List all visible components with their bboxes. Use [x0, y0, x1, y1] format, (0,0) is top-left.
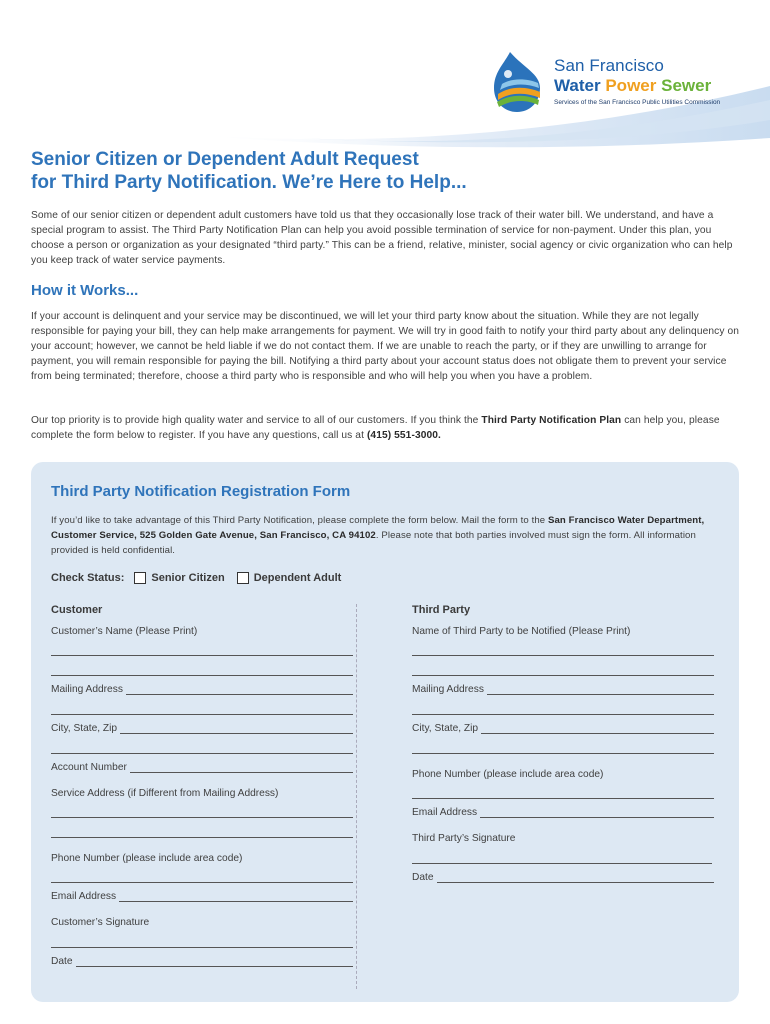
title-line-1: Senior Citizen or Dependent Adult Request	[31, 149, 419, 170]
third-party-mailing-line-2[interactable]	[412, 714, 714, 715]
senior-citizen-label: Senior Citizen	[151, 572, 225, 584]
logo-name: San Francisco	[554, 56, 664, 75]
customer-phone-label: Phone Number (please include area code)	[51, 853, 245, 864]
how-it-works-paragraph: If your account is delinquent and your service may be discontinued, we will let your third party know about the situation. While they are not legally responsible for paying your bill, they can help make arrangements for payment. We will try in good faith to notify your third party about any delinquency on your account; however, we cannot be held liable if we do not contact them. If we are unable to reach the party, or if they are unwilling to arrange for payment, you will remain responsible for paying the bill. Notifying a third party about your account status does not obligate them to prevent your service from being terminated; therefore, choose a third party who is responsible and who will help you when you have a problem.	[31, 311, 739, 382]
dependent-adult-label: Dependent Adult	[253, 572, 342, 584]
third-party-phone-label: Phone Number (please include area code)	[412, 769, 606, 780]
form-intro-a: If you’d like to take advantage of this Third Party Notification, please complete the form below. Mail the form to the	[51, 515, 548, 526]
logo-services	[554, 76, 711, 96]
customer-date-line[interactable]	[51, 966, 353, 967]
how-it-works-heading: How it Works...	[31, 282, 139, 299]
form-title: Third Party Notification Registration Form	[51, 483, 351, 500]
customer-date-label: Date	[51, 956, 76, 967]
third-party-mailing-label: Mailing Address	[412, 684, 487, 695]
check-status-label: Check Status:	[51, 572, 125, 584]
third-party-date-line[interactable]	[412, 882, 714, 883]
customer-email-label: Email Address	[51, 891, 119, 902]
third-party-email-label: Email Address	[412, 807, 480, 818]
customer-mailing-label: Mailing Address	[51, 684, 126, 695]
customer-signature-line[interactable]	[51, 947, 353, 948]
senior-citizen-checkbox[interactable]	[134, 572, 146, 584]
customer-mailing-line-2[interactable]	[51, 714, 353, 715]
third-party-city-label: City, State, Zip	[412, 723, 481, 734]
form-intro-b: . Please note that both parties involved must sign the form. All information provided is held confidential.	[51, 530, 696, 556]
title-line-2: for Third Party Notification. We’re Here to Help...	[31, 172, 467, 193]
third-party-name-label: Name of Third Party to be Notified (Please Print)	[412, 626, 633, 637]
third-party-phone-line[interactable]	[412, 798, 714, 799]
check-status-row	[51, 572, 343, 584]
logo-power: Power	[605, 76, 657, 95]
third-party-signature-line[interactable]	[412, 863, 712, 864]
page-title	[31, 148, 467, 194]
customer-service-line-2[interactable]	[51, 837, 353, 838]
column-divider	[356, 604, 357, 989]
registration-form-panel	[31, 462, 739, 1002]
customer-phone-line[interactable]	[51, 882, 353, 883]
priority-plan: Third Party Notification Plan	[481, 415, 622, 426]
logo-tagline: Services of the San Francisco Public Utilities Commission	[554, 99, 721, 106]
third-party-date-label: Date	[412, 872, 437, 883]
logo-water: Water	[554, 76, 601, 95]
water-drop-logo-icon	[486, 50, 548, 116]
priority-text-a: Our top priority is to provide high quality water and service to all of our customers. If you think the	[31, 415, 482, 426]
customer-heading: Customer	[51, 604, 103, 616]
third-party-name-line-2[interactable]	[412, 675, 714, 676]
priority-text-b: can help you, please complete the form below to register. If you have any questions, call us at	[31, 415, 720, 441]
customer-name-line-2[interactable]	[51, 675, 353, 676]
logo-sewer: Sewer	[661, 76, 712, 95]
customer-name-line-1[interactable]	[51, 655, 353, 656]
customer-city-label: City, State, Zip	[51, 723, 120, 734]
third-party-city-line-2[interactable]	[412, 753, 714, 754]
customer-name-label: Customer’s Name (Please Print)	[51, 626, 200, 637]
third-party-heading: Third Party	[412, 604, 471, 616]
customer-account-label: Account Number	[51, 762, 130, 773]
form-intro-address: San Francisco Water Department, Customer Service, 525 Golden Gate Avenue, San Francisco, CA 94102	[51, 515, 705, 541]
customer-city-line-2[interactable]	[51, 753, 353, 754]
third-party-signature-label: Third Party’s Signature	[412, 833, 518, 844]
intro-paragraph: Some of our senior citizen or dependent adult customers have told us that they occasionally lose track of their water bill. We understand, and have a special program to assist. The Third Party Notification Plan can help you avoid possible termination of service for non-payment. Under this plan, you choose a person or organization as your designated “third party.” This can be a friend, relative, minister, social agency or civic organization who can help you keep track of water service payments.	[31, 210, 733, 266]
customer-service-address-label: Service Address (if Different from Mailing Address)	[51, 788, 281, 799]
third-party-name-line-1[interactable]	[412, 655, 714, 656]
priority-paragraph	[31, 413, 741, 443]
customer-service-line-1[interactable]	[51, 817, 353, 818]
customer-signature-label: Customer’s Signature	[51, 917, 152, 928]
sfpuc-logo	[486, 50, 736, 120]
form-intro	[51, 513, 721, 558]
dependent-adult-checkbox[interactable]	[237, 572, 249, 584]
priority-phone: (415) 551-3000.	[366, 430, 441, 441]
